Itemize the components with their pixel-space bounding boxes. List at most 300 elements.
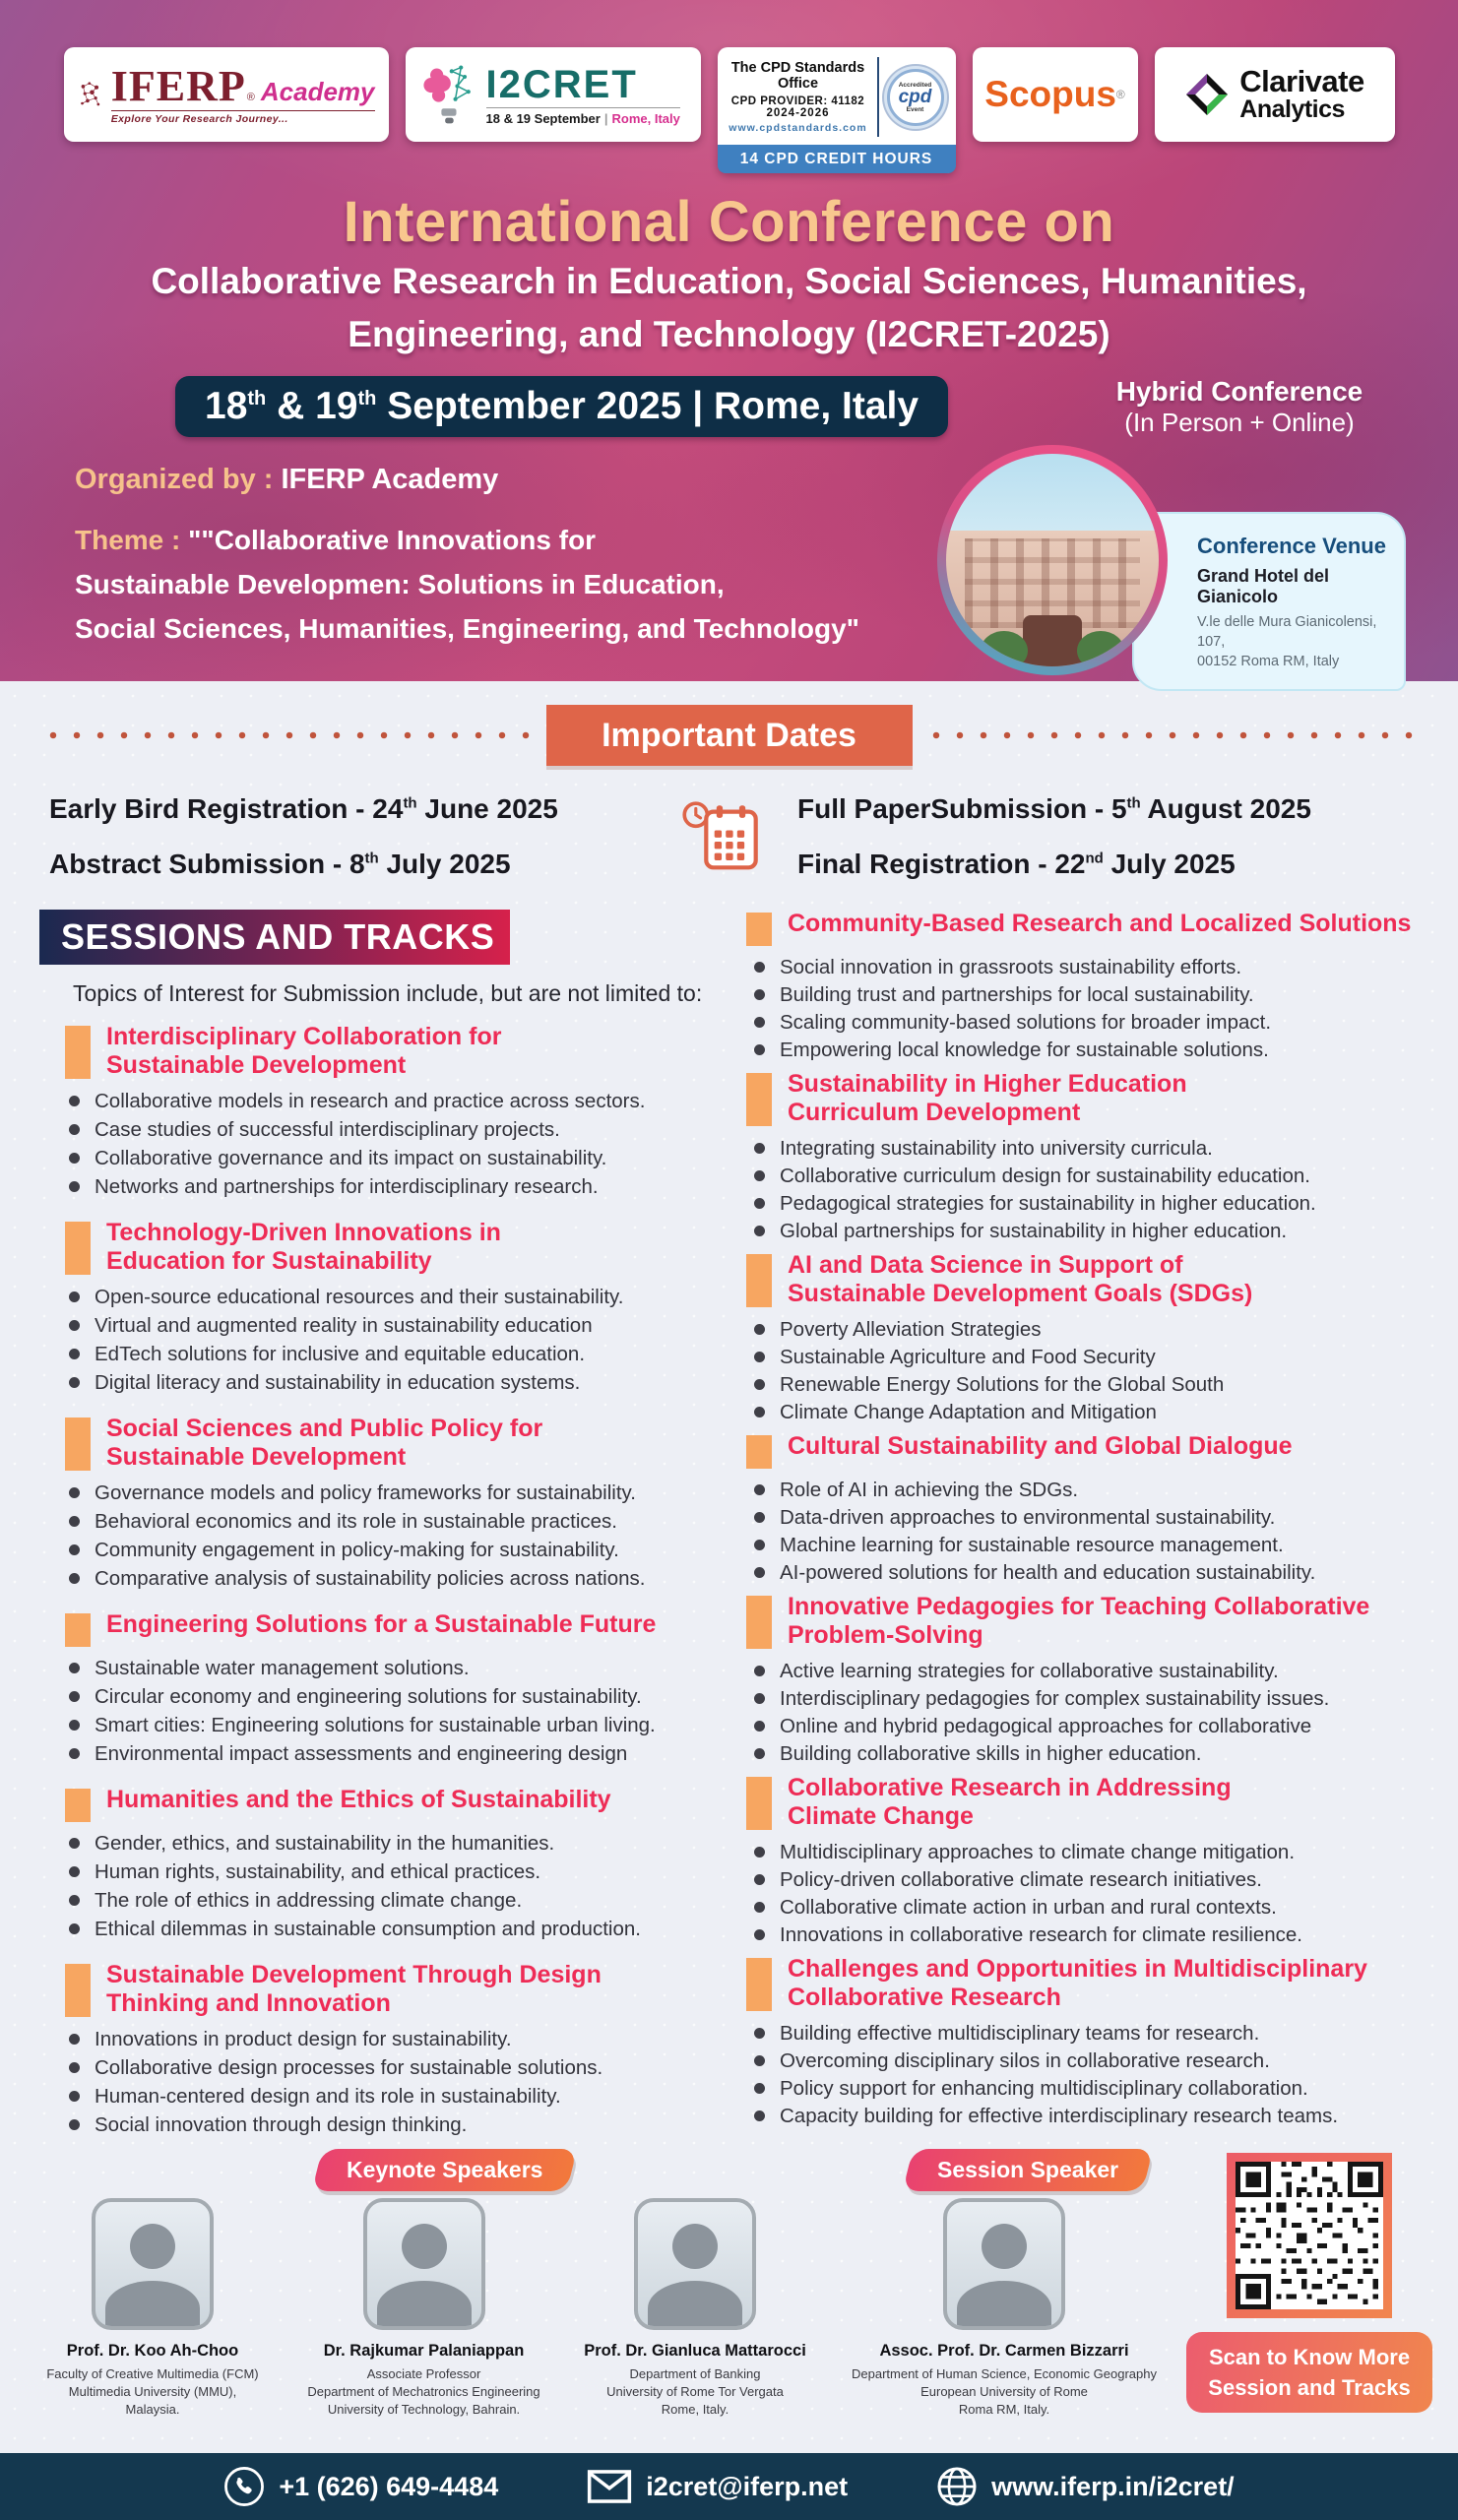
- track-title: Interdisciplinary Collaboration for Sustainable Development: [106, 1023, 502, 1079]
- track-item-text: Building trust and partnerships for local sustainability.: [780, 983, 1254, 1006]
- track-item-text: Collaborative models in research and practice across sectors.: [95, 1090, 646, 1112]
- bullet-icon: [754, 1407, 765, 1418]
- speaker-photo: [92, 2198, 214, 2330]
- date-ordinal: th: [364, 850, 379, 867]
- track-item: [39, 1342, 729, 1366]
- track-item-text: Networks and partnerships for interdisciplinary research.: [95, 1175, 599, 1198]
- bullet-icon: [69, 1181, 80, 1192]
- speaker-card: [840, 2198, 1170, 2419]
- bullet-icon: [69, 1349, 80, 1359]
- track-item-text: Poverty Alleviation Strategies: [780, 1318, 1042, 1341]
- date-text: July 2025: [378, 849, 511, 879]
- bullet-icon: [69, 1866, 80, 1877]
- track-item: [746, 1560, 1458, 1585]
- track-item: [39, 1713, 729, 1737]
- track-title: Challenges and Opportunities in Multidisciplinary Collaborative Research: [788, 1955, 1367, 2011]
- bullet-icon: [69, 1320, 80, 1331]
- track-item-text: Innovations in product design for sustainability.: [95, 2028, 512, 2050]
- speaker-affiliation: Department of Mechatronics Engineering: [307, 2384, 540, 2399]
- bullet-icon: [69, 2091, 80, 2102]
- track-item: [746, 1164, 1458, 1188]
- footer-email-address: i2cret@iferp.net: [646, 2471, 849, 2501]
- email-icon: [587, 2469, 632, 2504]
- track-title: Innovative Pedagogies for Teaching Collaborative Problem-Solving: [788, 1593, 1370, 1649]
- footer-website-url: www.iferp.in/i2cret/: [991, 2471, 1235, 2501]
- speaker-affiliation: Department of Human Science, Economic Geography: [852, 2366, 1157, 2381]
- track-item: [39, 1174, 729, 1199]
- bullet-icon: [69, 1096, 80, 1106]
- track-item-text: Active learning strategies for collaborative sustainability.: [780, 1660, 1279, 1682]
- track-item: [39, 2055, 729, 2080]
- scan-line1: Scan to Know More: [1208, 2345, 1411, 2369]
- footer-website[interactable]: [936, 2466, 1235, 2507]
- track-item: [39, 1888, 729, 1913]
- speaker-row: [0, 2198, 1458, 2419]
- iferp-network-icon: [78, 63, 103, 126]
- track-item-text: Scaling community-based solutions for broader impact.: [780, 1011, 1272, 1034]
- track-marker: [65, 1222, 91, 1275]
- track-item: [746, 1038, 1458, 1062]
- track-item-text: Collaborative design processes for sustainable solutions.: [95, 2056, 603, 2079]
- date-text: Full PaperSubmission - 5: [797, 793, 1127, 824]
- track-item: [746, 1867, 1458, 1892]
- bullet-icon: [754, 1198, 765, 1209]
- venue-card: [1132, 512, 1406, 691]
- date-item-early-bird: [49, 793, 679, 825]
- track-item: [39, 1741, 729, 1766]
- date-item-full-paper: [797, 793, 1417, 825]
- track-item: [746, 1505, 1458, 1530]
- scan-line2: Session and Tracks: [1208, 2375, 1411, 2400]
- qr-column: [1186, 2153, 1432, 2419]
- speaker-card: [26, 2198, 280, 2419]
- iferp-academy-logo: [64, 47, 389, 142]
- phone-icon: [223, 2466, 265, 2507]
- dotted-line-left: [41, 731, 535, 739]
- track-marker: [746, 1254, 772, 1307]
- track-title: Technology-Driven Innovations in Education for Sustainability: [106, 1219, 501, 1275]
- speaker-name: Assoc. Prof. Dr. Carmen Bizzarri: [879, 2342, 1129, 2360]
- bullet-icon: [754, 1484, 765, 1495]
- bullet-icon: [754, 1721, 765, 1732]
- sessions-heading: SESSIONS AND TRACKS: [39, 910, 510, 965]
- track-item: [39, 2027, 729, 2051]
- venue-name: Grand Hotel del Gianicolo: [1197, 566, 1330, 606]
- i2cret-logo-text: [486, 64, 680, 126]
- venue-address-line1: V.le delle Mura Gianicolensi, 107,: [1197, 614, 1377, 650]
- i2cret-brain-icon: [419, 60, 476, 129]
- bullet-icon: [754, 1170, 765, 1181]
- track-item: [39, 2084, 729, 2109]
- track-item: [39, 1917, 729, 1941]
- footer-phone-number: +1 (626) 649-4484: [279, 2471, 499, 2501]
- dates-column-right: [797, 793, 1417, 880]
- conference-title-line1: International Conference on: [343, 190, 1115, 254]
- track-item: [746, 1533, 1458, 1557]
- track-item-text: Multidisciplinary approaches to climate change mitigation.: [780, 1841, 1296, 1863]
- track-item-text: Collaborative governance and its impact on sustainability.: [95, 1147, 607, 1169]
- track-item: [39, 1370, 729, 1395]
- speaker-affiliation: Roma RM, Italy.: [958, 2402, 1050, 2417]
- hero-header: [0, 0, 1458, 681]
- dotted-line-right: [924, 731, 1418, 739]
- track-item-text: Online and hybrid pedagogical approaches for collaborative: [780, 1715, 1312, 1737]
- bullet-icon: [69, 1748, 80, 1759]
- track-item: [746, 1922, 1458, 1947]
- speaker-photo: [943, 2198, 1065, 2330]
- topics-intro: Topics of Interest for Submission include, but are not limited to:: [73, 980, 703, 1006]
- bullet-icon: [69, 2062, 80, 2073]
- track-technology-driven-innovations: [39, 1219, 729, 1395]
- bullet-icon: [754, 1748, 765, 1759]
- track-marker: [746, 1073, 772, 1126]
- track-item-text: Gender, ethics, and sustainability in the humanities.: [95, 1832, 555, 1855]
- theme-value-line1: ""Collaborative Innovations for: [188, 525, 597, 555]
- track-item-text: Collaborative climate action in urban and rural contexts.: [780, 1896, 1277, 1919]
- cpd-badge-bottom: Event: [906, 105, 924, 113]
- bullet-icon: [69, 1691, 80, 1702]
- track-item: [746, 2104, 1458, 2128]
- track-item-text: Policy support for enhancing multidisciplinary collaboration.: [780, 2077, 1308, 2100]
- clarivate-mark-icon: [1184, 72, 1230, 117]
- cpd-credit-hours-strip: 14 CPD CREDIT HOURS: [718, 145, 956, 173]
- track-item: [39, 1480, 729, 1505]
- track-item-text: Comparative analysis of sustainability policies across nations.: [95, 1567, 646, 1590]
- important-dates-title: Important Dates: [546, 705, 913, 766]
- session-badge-label: Session Speaker: [937, 2157, 1119, 2182]
- track-item: [39, 1566, 729, 1591]
- track-humanities-ethics: [39, 1786, 729, 1941]
- track-item-text: Ethical dilemmas in sustainable consumption and production.: [95, 1918, 641, 1940]
- clarivate-text: [1239, 66, 1363, 123]
- bullet-icon: [754, 1567, 765, 1578]
- track-item: [746, 1741, 1458, 1766]
- bullet-icon: [754, 1902, 765, 1913]
- cpd-badge-top: Accredited: [898, 81, 932, 89]
- venue-hotel-image: [946, 454, 1159, 666]
- bullet-icon: [69, 1487, 80, 1498]
- track-item-text: Open-source educational resources and their sustainability.: [95, 1286, 624, 1308]
- track-item: [39, 1285, 729, 1309]
- track-higher-education-curriculum: [746, 1070, 1458, 1243]
- track-marker: [65, 1964, 91, 2017]
- hotel-bush-left: [981, 631, 1028, 666]
- bullet-icon: [69, 1923, 80, 1934]
- track-item: [746, 1345, 1458, 1369]
- hybrid-conference-note: [1072, 376, 1407, 438]
- track-item-text: The role of ethics in addressing climate change.: [95, 1889, 523, 1912]
- track-marker: [746, 1596, 772, 1649]
- track-marker: [65, 1789, 91, 1822]
- bullet-icon: [69, 1663, 80, 1673]
- track-item: [746, 982, 1458, 1007]
- iferp-logo-text: [110, 61, 375, 125]
- cpd-provider: CPD PROVIDER: 41182: [730, 95, 865, 107]
- track-item-text: EdTech solutions for inclusive and equitable education.: [95, 1343, 586, 1365]
- track-item-text: Sustainable water management solutions.: [95, 1657, 470, 1679]
- track-marker: [746, 1958, 772, 2011]
- track-item: [39, 1859, 729, 1884]
- organized-by-line: [75, 464, 1458, 496]
- logos-row: [0, 0, 1458, 173]
- bullet-icon: [754, 1512, 765, 1523]
- bullet-icon: [754, 2083, 765, 2094]
- contact-footer: [0, 2453, 1458, 2520]
- cpd-badge-mid: cpd: [898, 86, 932, 107]
- date-item-final-registration: [797, 849, 1417, 880]
- track-title: Sustainability in Higher Education Curriculum Development: [788, 1070, 1187, 1126]
- track-item-text: Machine learning for sustainable resource management.: [780, 1534, 1284, 1556]
- track-title: Collaborative Research in Addressing Climate Change: [788, 1774, 1232, 1830]
- scopus-name: Scopus: [984, 74, 1116, 114]
- track-item-text: Collaborative curriculum design for sustainability education.: [780, 1165, 1310, 1187]
- tracks-column-left: [39, 910, 729, 2145]
- speakers-section: [0, 2149, 1458, 2436]
- scan-to-know-more-label: [1186, 2332, 1432, 2413]
- track-item: [39, 1509, 729, 1534]
- bullet-icon: [754, 1352, 765, 1362]
- track-marker: [746, 1777, 772, 1830]
- important-dates-grid: [41, 793, 1417, 880]
- bullet-icon: [754, 1143, 765, 1154]
- iferp-academy-label: Academy: [260, 76, 375, 106]
- theme-label: Theme :: [75, 525, 189, 555]
- session-speaker-badge: [903, 2149, 1154, 2191]
- track-item-text: Sustainable Agriculture and Food Security: [780, 1346, 1156, 1368]
- speaker-affiliation: Associate Professor: [366, 2366, 481, 2381]
- keynote-speakers-badge: [312, 2149, 578, 2191]
- clarivate-name: Clarivate: [1239, 64, 1364, 98]
- track-item: [746, 2076, 1458, 2101]
- cpd-accredited-badge-icon: [887, 69, 944, 126]
- bullet-icon: [754, 1324, 765, 1335]
- track-item: [39, 1684, 729, 1709]
- organized-by-value: IFERP Academy: [281, 464, 499, 495]
- track-title: Humanities and the Ethics of Sustainability: [106, 1786, 611, 1813]
- speaker-affiliation: Malaysia.: [125, 2402, 180, 2417]
- sessions-and-tracks: [39, 910, 1458, 2145]
- track-item-text: Policy-driven collaborative climate research initiatives.: [780, 1868, 1262, 1891]
- track-item: [39, 1831, 729, 1856]
- track-item: [746, 1714, 1458, 1738]
- track-marker: [65, 1418, 91, 1471]
- track-interdisciplinary-collaboration: [39, 1023, 729, 1199]
- track-item: [746, 1478, 1458, 1502]
- venue-heading: Conference Venue: [1197, 534, 1386, 558]
- track-item: [746, 2048, 1458, 2073]
- speaker-name: Dr. Rajkumar Palaniappan: [323, 2342, 525, 2360]
- track-item: [39, 1117, 729, 1142]
- speaker-affiliation: University of Technology, Bahrain.: [327, 2402, 521, 2417]
- date-ordinal: nd: [1085, 850, 1104, 867]
- track-item: [746, 1136, 1458, 1161]
- track-item-text: Overcoming disciplinary silos in collaborative research.: [780, 2049, 1270, 2072]
- important-dates-banner: [41, 705, 1417, 766]
- speaker-card: [568, 2198, 822, 2419]
- track-item-text: Human-centered design and its role in sustainability.: [95, 2085, 561, 2108]
- venue-address-line2: 00152 Roma RM, Italy: [1197, 654, 1340, 669]
- date-text: August 2025: [1140, 793, 1311, 824]
- track-marker: [746, 913, 772, 946]
- track-item-text: Role of AI in achieving the SDGs.: [780, 1479, 1079, 1501]
- bullet-icon: [754, 1693, 765, 1704]
- track-item-text: Integrating sustainability into university curricula.: [780, 1137, 1213, 1160]
- track-title: Engineering Solutions for a Sustainable Future: [106, 1610, 657, 1638]
- cpd-title: The CPD Standards Office: [730, 60, 865, 92]
- date-sup: th: [247, 388, 267, 410]
- date-item-abstract: [49, 849, 679, 880]
- track-item-text: Social innovation in grassroots sustainability efforts.: [780, 956, 1242, 978]
- speaker-card: [297, 2198, 551, 2419]
- speaker-affiliation: Multimedia University (MMU),: [68, 2384, 237, 2399]
- cpd-divider: [877, 57, 879, 137]
- bullet-icon: [754, 1017, 765, 1028]
- bullet-icon: [754, 1666, 765, 1676]
- bullet-icon: [69, 1292, 80, 1302]
- venue-photo: [937, 445, 1168, 675]
- bullet-icon: [69, 1516, 80, 1527]
- bullet-icon: [754, 1847, 765, 1858]
- date-text: June 2025: [416, 793, 558, 824]
- hybrid-line2: (In Person + Online): [1124, 408, 1355, 437]
- cpd-website: www.cpdstandards.com: [729, 122, 867, 134]
- conference-title-line2: Collaborative Research in Education, Social Sciences, Humanities,: [151, 261, 1307, 301]
- bullet-icon: [69, 1544, 80, 1555]
- track-item: [39, 1656, 729, 1680]
- track-item: [746, 1219, 1458, 1243]
- bullet-icon: [754, 1874, 765, 1885]
- track-item-text: Empowering local knowledge for sustainable solutions.: [780, 1039, 1269, 1061]
- track-climate-change-research: [746, 1774, 1458, 1947]
- footer-email[interactable]: [587, 2469, 848, 2504]
- track-design-thinking: [39, 1961, 729, 2137]
- track-item: [39, 1089, 729, 1113]
- track-item: [746, 1400, 1458, 1424]
- qr-code[interactable]: [1227, 2153, 1392, 2318]
- bullet-icon: [754, 1226, 765, 1236]
- theme-line1: [75, 518, 902, 562]
- speaker-affiliation: Faculty of Creative Multimedia (FCM): [46, 2366, 259, 2381]
- track-item-text: Behavioral economics and its role in sustainable practices.: [95, 1510, 617, 1533]
- bullet-icon: [69, 1377, 80, 1388]
- scopus-registered-mark: ®: [1115, 88, 1125, 101]
- track-item: [746, 2021, 1458, 2046]
- i2cret-name: I2CRET: [485, 62, 638, 106]
- dates-column-left: [49, 793, 679, 880]
- track-item-text: Smart cities: Engineering solutions for sustainable urban living.: [95, 1714, 656, 1736]
- bullet-icon: [754, 2110, 765, 2121]
- track-item: [746, 1317, 1458, 1342]
- iferp-name: IFERP: [110, 61, 246, 110]
- track-item-text: Interdisciplinary pedagogies for complex sustainability issues.: [780, 1687, 1330, 1710]
- i2cret-logo: [406, 47, 701, 142]
- track-item-text: Capacity building for effective interdisciplinary research teams.: [780, 2105, 1339, 2127]
- date-part: September 2025 | Rome, Italy: [376, 385, 919, 427]
- date-text: Final Registration - 22: [797, 849, 1086, 879]
- keynote-badge-label: Keynote Speakers: [347, 2157, 543, 2182]
- track-item: [39, 1538, 729, 1562]
- track-item: [746, 1840, 1458, 1864]
- theme-line2: Sustainable Developmen: Solutions in Education,: [75, 569, 725, 599]
- scopus-logo: [973, 47, 1138, 142]
- i2cret-dates: 18 & 19 September: [485, 110, 601, 126]
- i2cret-city: Rome, Italy: [611, 110, 680, 126]
- bullet-icon: [754, 962, 765, 973]
- cpd-main-block: [718, 47, 956, 145]
- cpd-years: 2024-2026: [766, 107, 830, 119]
- bullet-icon: [754, 2055, 765, 2066]
- track-item: [39, 1313, 729, 1338]
- track-marker: [65, 1026, 91, 1079]
- track-multidisciplinary-challenges: [746, 1955, 1458, 2128]
- clarivate-logo: [1155, 47, 1395, 142]
- track-item: [39, 1146, 729, 1170]
- conference-title-line3: Engineering, and Technology (I2CRET-2025): [348, 314, 1110, 354]
- calendar-icon: [679, 799, 762, 874]
- track-social-sciences-public-policy: [39, 1415, 729, 1591]
- bullet-icon: [754, 1540, 765, 1550]
- speaker-name: Prof. Dr. Koo Ah-Choo: [66, 2342, 239, 2360]
- track-item: [746, 1191, 1458, 1216]
- conference-date-banner: [175, 376, 948, 437]
- date-text: July 2025: [1103, 849, 1236, 879]
- track-item-text: Circular economy and engineering solutions for sustainability.: [95, 1685, 642, 1708]
- qr-code-pattern: [1236, 2162, 1383, 2309]
- bullet-icon: [69, 1720, 80, 1731]
- track-item: [746, 1686, 1458, 1711]
- track-marker: [65, 1613, 91, 1647]
- track-cultural-sustainability: [746, 1432, 1458, 1585]
- track-item-text: Building effective multidisciplinary teams for research.: [780, 2022, 1260, 2045]
- bullet-icon: [69, 2034, 80, 2045]
- bullet-icon: [754, 1044, 765, 1055]
- track-marker: [746, 1435, 772, 1469]
- track-innovative-pedagogies: [746, 1593, 1458, 1766]
- speaker-affiliation: Department of Banking: [629, 2366, 761, 2381]
- speaker-name: Prof. Dr. Gianluca Mattarocci: [584, 2342, 806, 2360]
- track-community-based-research: [746, 910, 1458, 1062]
- bullet-icon: [69, 1153, 80, 1164]
- track-item-text: Community engagement in policy-making for sustainability.: [95, 1539, 619, 1561]
- footer-phone[interactable]: [223, 2466, 498, 2507]
- theme-line3: Social Sciences, Humanities, Engineering, and Technology": [75, 613, 859, 644]
- track-item-text: Digital literacy and sustainability in education systems.: [95, 1371, 581, 1394]
- bullet-icon: [69, 1124, 80, 1135]
- track-item-text: Renewable Energy Solutions for the Global South: [780, 1373, 1225, 1396]
- track-item: [746, 1010, 1458, 1035]
- date-ordinal: th: [403, 794, 417, 812]
- date-ordinal: th: [1126, 794, 1141, 812]
- bullet-icon: [754, 989, 765, 1000]
- track-item-text: Social innovation through design thinking.: [95, 2113, 468, 2136]
- track-item: [39, 2112, 729, 2137]
- track-title: Community-Based Research and Localized Solutions: [788, 910, 1412, 937]
- organized-by-label: Organized by :: [75, 464, 282, 495]
- speaker-affiliation: University of Rome Tor Vergata: [606, 2384, 784, 2399]
- track-title: AI and Data Science in Support of Sustainable Development Goals (SDGs): [788, 1251, 1253, 1307]
- track-item: [746, 955, 1458, 979]
- track-item-text: AI-powered solutions for health and education sustainability.: [780, 1561, 1316, 1584]
- speaker-photo: [634, 2198, 756, 2330]
- date-sup: th: [357, 388, 377, 410]
- date-part: 18: [205, 385, 248, 427]
- track-item: [746, 1895, 1458, 1920]
- track-title: Social Sciences and Public Policy for Sustainable Development: [106, 1415, 543, 1471]
- hybrid-line1: Hybrid Conference: [1115, 376, 1363, 407]
- bullet-icon: [69, 2119, 80, 2130]
- track-item-text: Virtual and augmented reality in sustainability education: [95, 1314, 593, 1337]
- date-text: Abstract Submission - 8: [49, 849, 365, 879]
